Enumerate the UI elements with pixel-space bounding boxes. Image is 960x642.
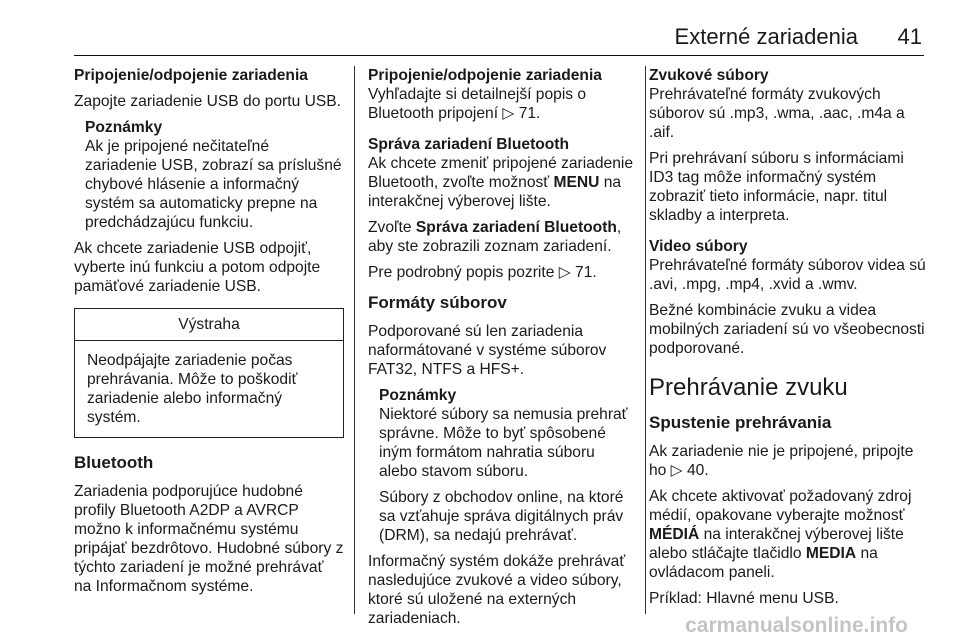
- note-heading: Poznámky: [85, 119, 163, 136]
- column-3: [649, 66, 929, 615]
- column-divider-2: [645, 66, 646, 614]
- paragraph: Vyhľadajte si detailnejší popis o Bluetooth pripojení ▷ 71.: [368, 86, 587, 122]
- subheading-bt-management: Správa zariadení Bluetooth: [368, 136, 570, 153]
- paragraph: Ak chcete aktivovať požadovaný zdroj médií, opakovane vyberajte možnosť MÉDIÁ na interakčnej výberovej lište alebo stláčajte tlačidlo MEDIA na ovládacom paneli.: [649, 488, 912, 581]
- paragraph: Pre podrobný popis pozrite ▷ 71.: [368, 264, 597, 281]
- media-button-label: MEDIA: [805, 545, 857, 562]
- paragraph: Zvoľte Správa zariadení Bluetooth, aby ste zobrazili zoznam zariadení.: [368, 219, 622, 255]
- paragraph: Informačný systém dokáže prehrávať nasledujúce zvukové a video súbory, ktoré sú uložené na externých zariadeniach.: [368, 553, 626, 627]
- paragraph: Bežné kombinácie zvuku a videa mobilných zariadení sú vo všeobecnosti podporované.: [649, 302, 925, 357]
- page-title: Externé zariadenia: [674, 24, 858, 49]
- subheading-connect: Pripojenie/odpojenie zariadenia: [368, 67, 602, 84]
- warning-title: Výstraha: [75, 309, 343, 341]
- menu-label: MENU: [553, 174, 600, 191]
- paragraph: Zapojte zariadenie USB do portu USB.: [74, 93, 341, 110]
- note-text: Súbory z obchodov online, na ktoré sa vzťahuje správa digitálnych práv (DRM), sa nedajú prehrávať.: [379, 489, 624, 544]
- paragraph: Ak chcete zmeniť pripojené zariadenie Bluetooth, zvoľte možnosť MENU na interakčnej výberovej lište.: [368, 155, 634, 210]
- warning-box: [74, 308, 344, 438]
- note-text: Niektoré súbory sa nemusia prehrať správne. Môže to byť spôsobené iným formátom nahratia súboru alebo stavom súboru.: [379, 406, 628, 480]
- page-header: [74, 22, 924, 56]
- subheading-connect: Pripojenie/odpojenie zariadenia: [74, 67, 308, 84]
- section-heading-bluetooth: Bluetooth: [74, 453, 154, 472]
- paragraph: Podporované sú len zariadenia naformátované v systéme súborov FAT32, NTFS a HFS+.: [368, 323, 607, 378]
- watermark: carmanualsonline.info: [685, 614, 908, 637]
- note-heading: Poznámky: [379, 387, 457, 404]
- column-1: [74, 66, 344, 603]
- subheading-video-files: Video súbory: [649, 238, 748, 255]
- paragraph: Zariadenia podporujúce hudobné profily Bluetooth A2DP a AVRCP možno k informačnému systému pripájať bezdrôtovo. Hudobné súbory z týchto zariadení je možné prehrávať na Informačnom systéme.: [74, 483, 344, 595]
- paragraph: Prehrávateľné formáty súborov videa sú .avi, .mpg, .mp4, .xvid a .wmv.: [649, 257, 926, 293]
- paragraph: Pri prehrávaní súboru s informáciami ID3 tag môže informačný systém zobraziť tieto informácie, napr. titul skladby a interpreta.: [649, 150, 904, 224]
- paragraph: Príklad: Hlavné menu USB.: [649, 590, 839, 607]
- note-box: [379, 386, 636, 545]
- warning-text: Neodpájajte zariadenie počas prehrávania. Môže to poškodiť zariadenie alebo informačný systém.: [87, 352, 298, 426]
- note-box: [85, 118, 344, 232]
- section-heading-formats: Formáty súborov: [368, 293, 507, 312]
- paragraph: Ak zariadenie nie je pripojené, pripojte ho ▷ 40.: [649, 443, 914, 479]
- page-number: 41: [897, 24, 922, 49]
- column-divider-1: [354, 66, 355, 614]
- media-label: MÉDIÁ: [649, 526, 700, 543]
- column-2: [368, 66, 636, 635]
- paragraph: Ak chcete zariadenie USB odpojiť, vyberte inú funkciu a potom odpojte pamäťové zariadenie USB.: [74, 240, 321, 295]
- paragraph: Prehrávateľné formáty zvukových súborov sú .mp3, .wma, .aac, .m4a a .aif.: [649, 86, 905, 141]
- header-divider: [74, 55, 924, 56]
- section-heading-audio-playback: Prehrávanie zvuku: [649, 374, 848, 401]
- note-text: Ak je pripojené nečitateľné zariadenie USB, zobrazí sa príslušné chybové hlásenie a informačný systém sa automaticky prepne na predchádzajúcu funkciu.: [85, 138, 342, 231]
- subheading-audio-files: Zvukové súbory: [649, 67, 769, 84]
- bt-management-label: Správa zariadení Bluetooth: [415, 219, 617, 236]
- subsection-heading-start-playback: Spustenie prehrávania: [649, 413, 832, 432]
